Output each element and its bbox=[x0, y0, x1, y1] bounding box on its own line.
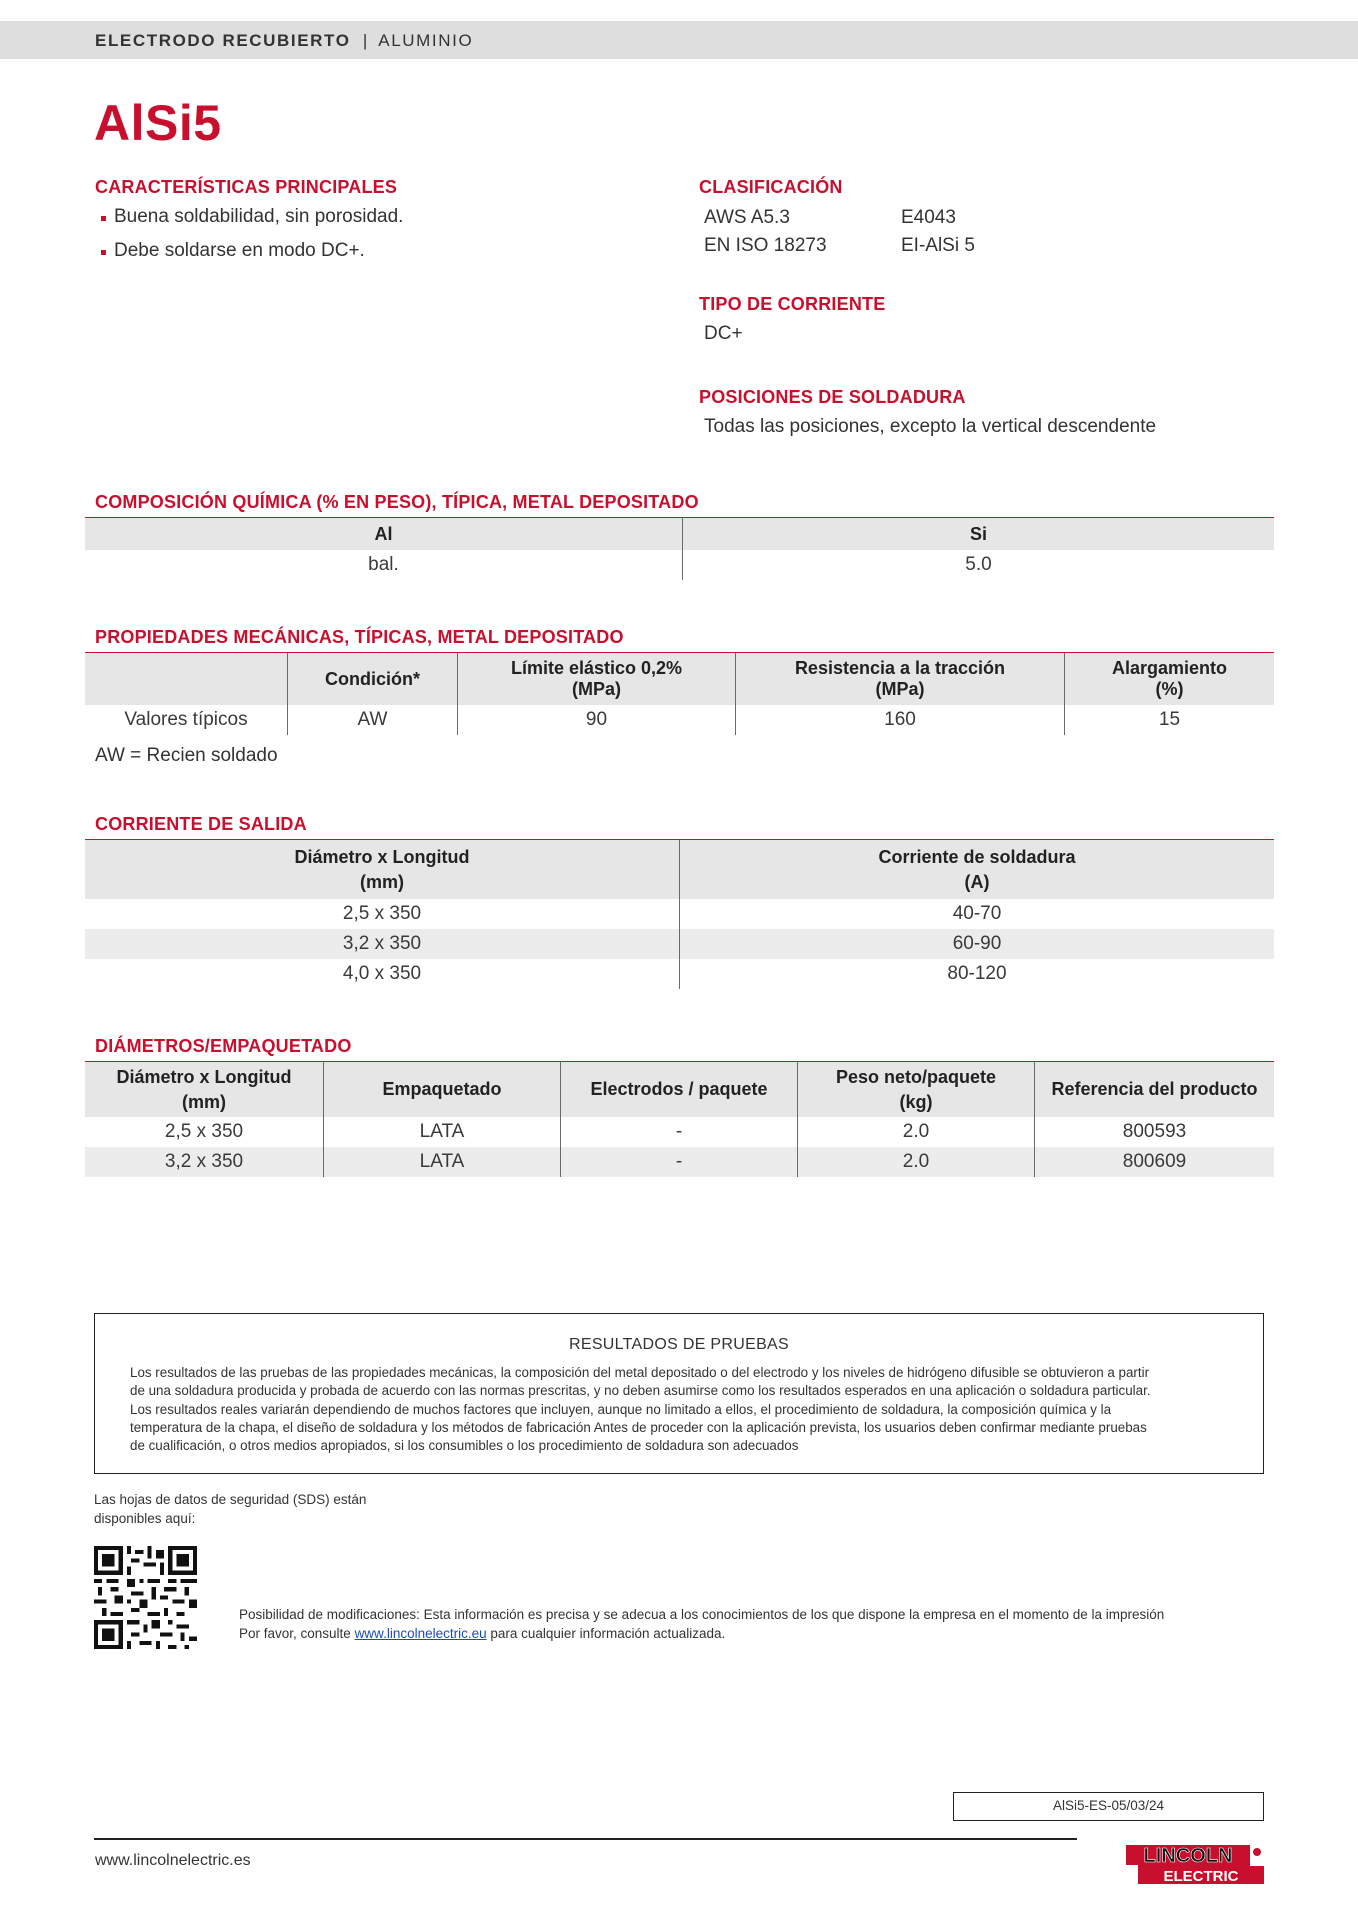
clasificacion-heading: CLASIFICACIÓN bbox=[699, 177, 843, 197]
table-cell: 2.0 bbox=[797, 1117, 1034, 1147]
table-row bbox=[85, 899, 1274, 929]
column-header: Diámetro x Longitud (mm) bbox=[294, 846, 470, 892]
caracteristica-item: Debe soldarse en modo DC+. bbox=[114, 240, 365, 261]
table-cell: AW bbox=[287, 705, 457, 735]
column-header: Electrodos / paquete bbox=[560, 1062, 797, 1117]
table-cell: - bbox=[560, 1147, 797, 1177]
footer-divider bbox=[94, 1838, 1077, 1840]
resultados-line: temperatura de la chapa, el diseño de soldadura y los métodos de fabricación Antes de proceder con la aplicación prevista, los usuarios deben confirmar mediante pruebas bbox=[130, 1419, 1147, 1435]
disclaimer-line: Posibilidad de modificaciones: Esta información es precisa y se adecua a los conocimientos de los que dispone la empresa en el momento de la impresión bbox=[239, 1607, 1165, 1622]
table-header-row bbox=[85, 653, 1274, 705]
table-cell: 80-120 bbox=[679, 959, 1274, 989]
corriente-salida-heading: CORRIENTE DE SALIDA bbox=[95, 814, 307, 834]
table-cell: Valores típicos bbox=[124, 709, 248, 730]
mecanicas-heading: PROPIEDADES MECÁNICAS, TÍPICAS, METAL DEPOSITADO bbox=[95, 627, 624, 647]
resultados-line: Los resultados reales variarán dependiendo de muchos factores que incluyen, aunque no limitado a ellos, el procedimiento de soldadura, la composición química y la bbox=[130, 1401, 1112, 1417]
table-cell: 90 bbox=[457, 705, 735, 735]
table-cell: - bbox=[560, 1117, 797, 1147]
table-cell: 3,2 x 350 bbox=[342, 933, 422, 954]
table-row bbox=[85, 705, 1274, 735]
table-cell: 2,5 x 350 bbox=[164, 1121, 244, 1142]
sds-line: disponibles aquí: bbox=[94, 1511, 196, 1526]
sds-line: Las hojas de datos de seguridad (SDS) están bbox=[94, 1492, 367, 1507]
document-code: AlSi5-ES-05/03/24 bbox=[953, 1792, 1264, 1821]
category-separator: | bbox=[362, 31, 369, 50]
column-header: Empaquetado bbox=[323, 1062, 560, 1117]
column-header: Referencia del producto bbox=[1034, 1062, 1274, 1117]
resultados-title: RESULTADOS DE PRUEBAS bbox=[569, 1336, 789, 1353]
disclaimer-line: Por favor, consulte www.lincolnelectric.eu para cualquier información actualizada. bbox=[239, 1626, 726, 1641]
mecanicas-table bbox=[85, 652, 1274, 735]
resultados-line: Los resultados de las pruebas de las propiedades mecánicas, la composición del metal depositado o del electrodo y los niveles de hidrógeno difusible se obtuvieron a partir bbox=[130, 1365, 1150, 1380]
column-header: Si bbox=[682, 518, 1274, 550]
empaquetado-heading: DIÁMETROS/EMPAQUETADO bbox=[95, 1036, 352, 1056]
table-row bbox=[85, 959, 1274, 989]
classification-standard: EN ISO 18273 bbox=[704, 235, 827, 256]
tipo-corriente-value: DC+ bbox=[704, 323, 743, 344]
table-row bbox=[85, 550, 1274, 580]
composicion-table bbox=[85, 517, 1274, 580]
column-header: Alargamiento (%) bbox=[1064, 653, 1274, 705]
table-cell: LATA bbox=[323, 1147, 560, 1177]
posiciones-heading: POSICIONES DE SOLDADURA bbox=[699, 387, 966, 407]
sds-qr-code-icon[interactable] bbox=[94, 1546, 197, 1649]
category-label bbox=[95, 31, 473, 51]
table-cell: 5.0 bbox=[682, 550, 1274, 580]
table-row bbox=[85, 1117, 1274, 1147]
disclaimer bbox=[239, 1605, 1164, 1643]
table-header-row bbox=[85, 840, 1274, 899]
column-header: Condición* bbox=[287, 653, 457, 705]
empaquetado-table bbox=[85, 1061, 1274, 1177]
table-cell: 800609 bbox=[1034, 1147, 1274, 1177]
table-cell: 15 bbox=[1064, 705, 1274, 735]
category-sub: ALUMINIO bbox=[378, 31, 474, 50]
table-cell: 40-70 bbox=[679, 899, 1274, 929]
logo-line2: ELECTRIC bbox=[1163, 1868, 1239, 1885]
table-cell: 60-90 bbox=[679, 929, 1274, 959]
bullet-icon bbox=[101, 216, 106, 221]
category-bold: ELECTRODO RECUBIERTO bbox=[95, 31, 351, 50]
lincoln-electric-logo bbox=[1124, 1840, 1266, 1888]
table-cell: 160 bbox=[735, 705, 1064, 735]
resultados-line: de una soldadura producida y probada de acuerdo con las normas prescritas, y no deben asumirse como los resultados esperados en una aplicación o soldadura particular. bbox=[130, 1383, 1151, 1399]
column-header bbox=[85, 653, 287, 705]
table-cell: 4,0 x 350 bbox=[342, 963, 422, 984]
classification-standard: AWS A5.3 bbox=[704, 207, 790, 228]
composicion-heading: COMPOSICIÓN QUÍMICA (% EN PESO), TÍPICA, METAL DEPOSITADO bbox=[95, 492, 699, 512]
classification-value: E4043 bbox=[901, 207, 956, 228]
table-cell: 800593 bbox=[1034, 1117, 1274, 1147]
product-title: AlSi5 bbox=[94, 95, 222, 151]
corriente-salida-table bbox=[85, 839, 1274, 989]
column-header: Límite elástico 0,2% (MPa) bbox=[457, 653, 735, 705]
bullet-icon bbox=[101, 250, 106, 255]
document-category-bar bbox=[0, 21, 1358, 59]
table-row bbox=[85, 1147, 1274, 1177]
table-cell: LATA bbox=[323, 1117, 560, 1147]
table-cell: 2,5 x 350 bbox=[342, 903, 422, 924]
column-header: Corriente de soldadura (A) bbox=[679, 840, 1274, 899]
column-header: Resistencia a la tracción (MPa) bbox=[735, 653, 1064, 705]
posiciones-value: Todas las posiciones, excepto la vertical descendente bbox=[704, 416, 1157, 437]
table-cell: 3,2 x 350 bbox=[164, 1151, 244, 1172]
table-header-row bbox=[85, 518, 1274, 550]
sds-note bbox=[94, 1490, 366, 1528]
table-cell: bal. bbox=[368, 554, 399, 575]
resultados-box bbox=[94, 1313, 1264, 1474]
table-header-row bbox=[85, 1062, 1274, 1117]
aw-note: AW = Recien soldado bbox=[95, 745, 278, 766]
column-header: Al bbox=[374, 523, 393, 544]
table-cell: 2.0 bbox=[797, 1147, 1034, 1177]
column-header: Peso neto/paquete (kg) bbox=[797, 1062, 1034, 1117]
resultados-text bbox=[130, 1364, 1230, 1455]
footer-url[interactable]: www.lincolnelectric.es bbox=[95, 1852, 251, 1869]
tipo-corriente-heading: TIPO DE CORRIENTE bbox=[699, 294, 886, 314]
table-row bbox=[85, 929, 1274, 959]
resultados-line: de cualificación, o otros medios apropiados, si los consumibles o los procedimiento de soldadura son adecuados bbox=[130, 1438, 799, 1454]
classification-value: EI-AlSi 5 bbox=[901, 235, 975, 256]
lincoln-eu-link[interactable]: www.lincolnelectric.eu bbox=[354, 1626, 487, 1641]
caracteristicas-heading: CARACTERÍSTICAS PRINCIPALES bbox=[95, 177, 398, 197]
caracteristica-item: Buena soldabilidad, sin porosidad. bbox=[114, 206, 404, 227]
logo-line1: LINCOLN bbox=[1143, 1845, 1233, 1867]
column-header: Diámetro x Longitud (mm) bbox=[116, 1066, 292, 1112]
